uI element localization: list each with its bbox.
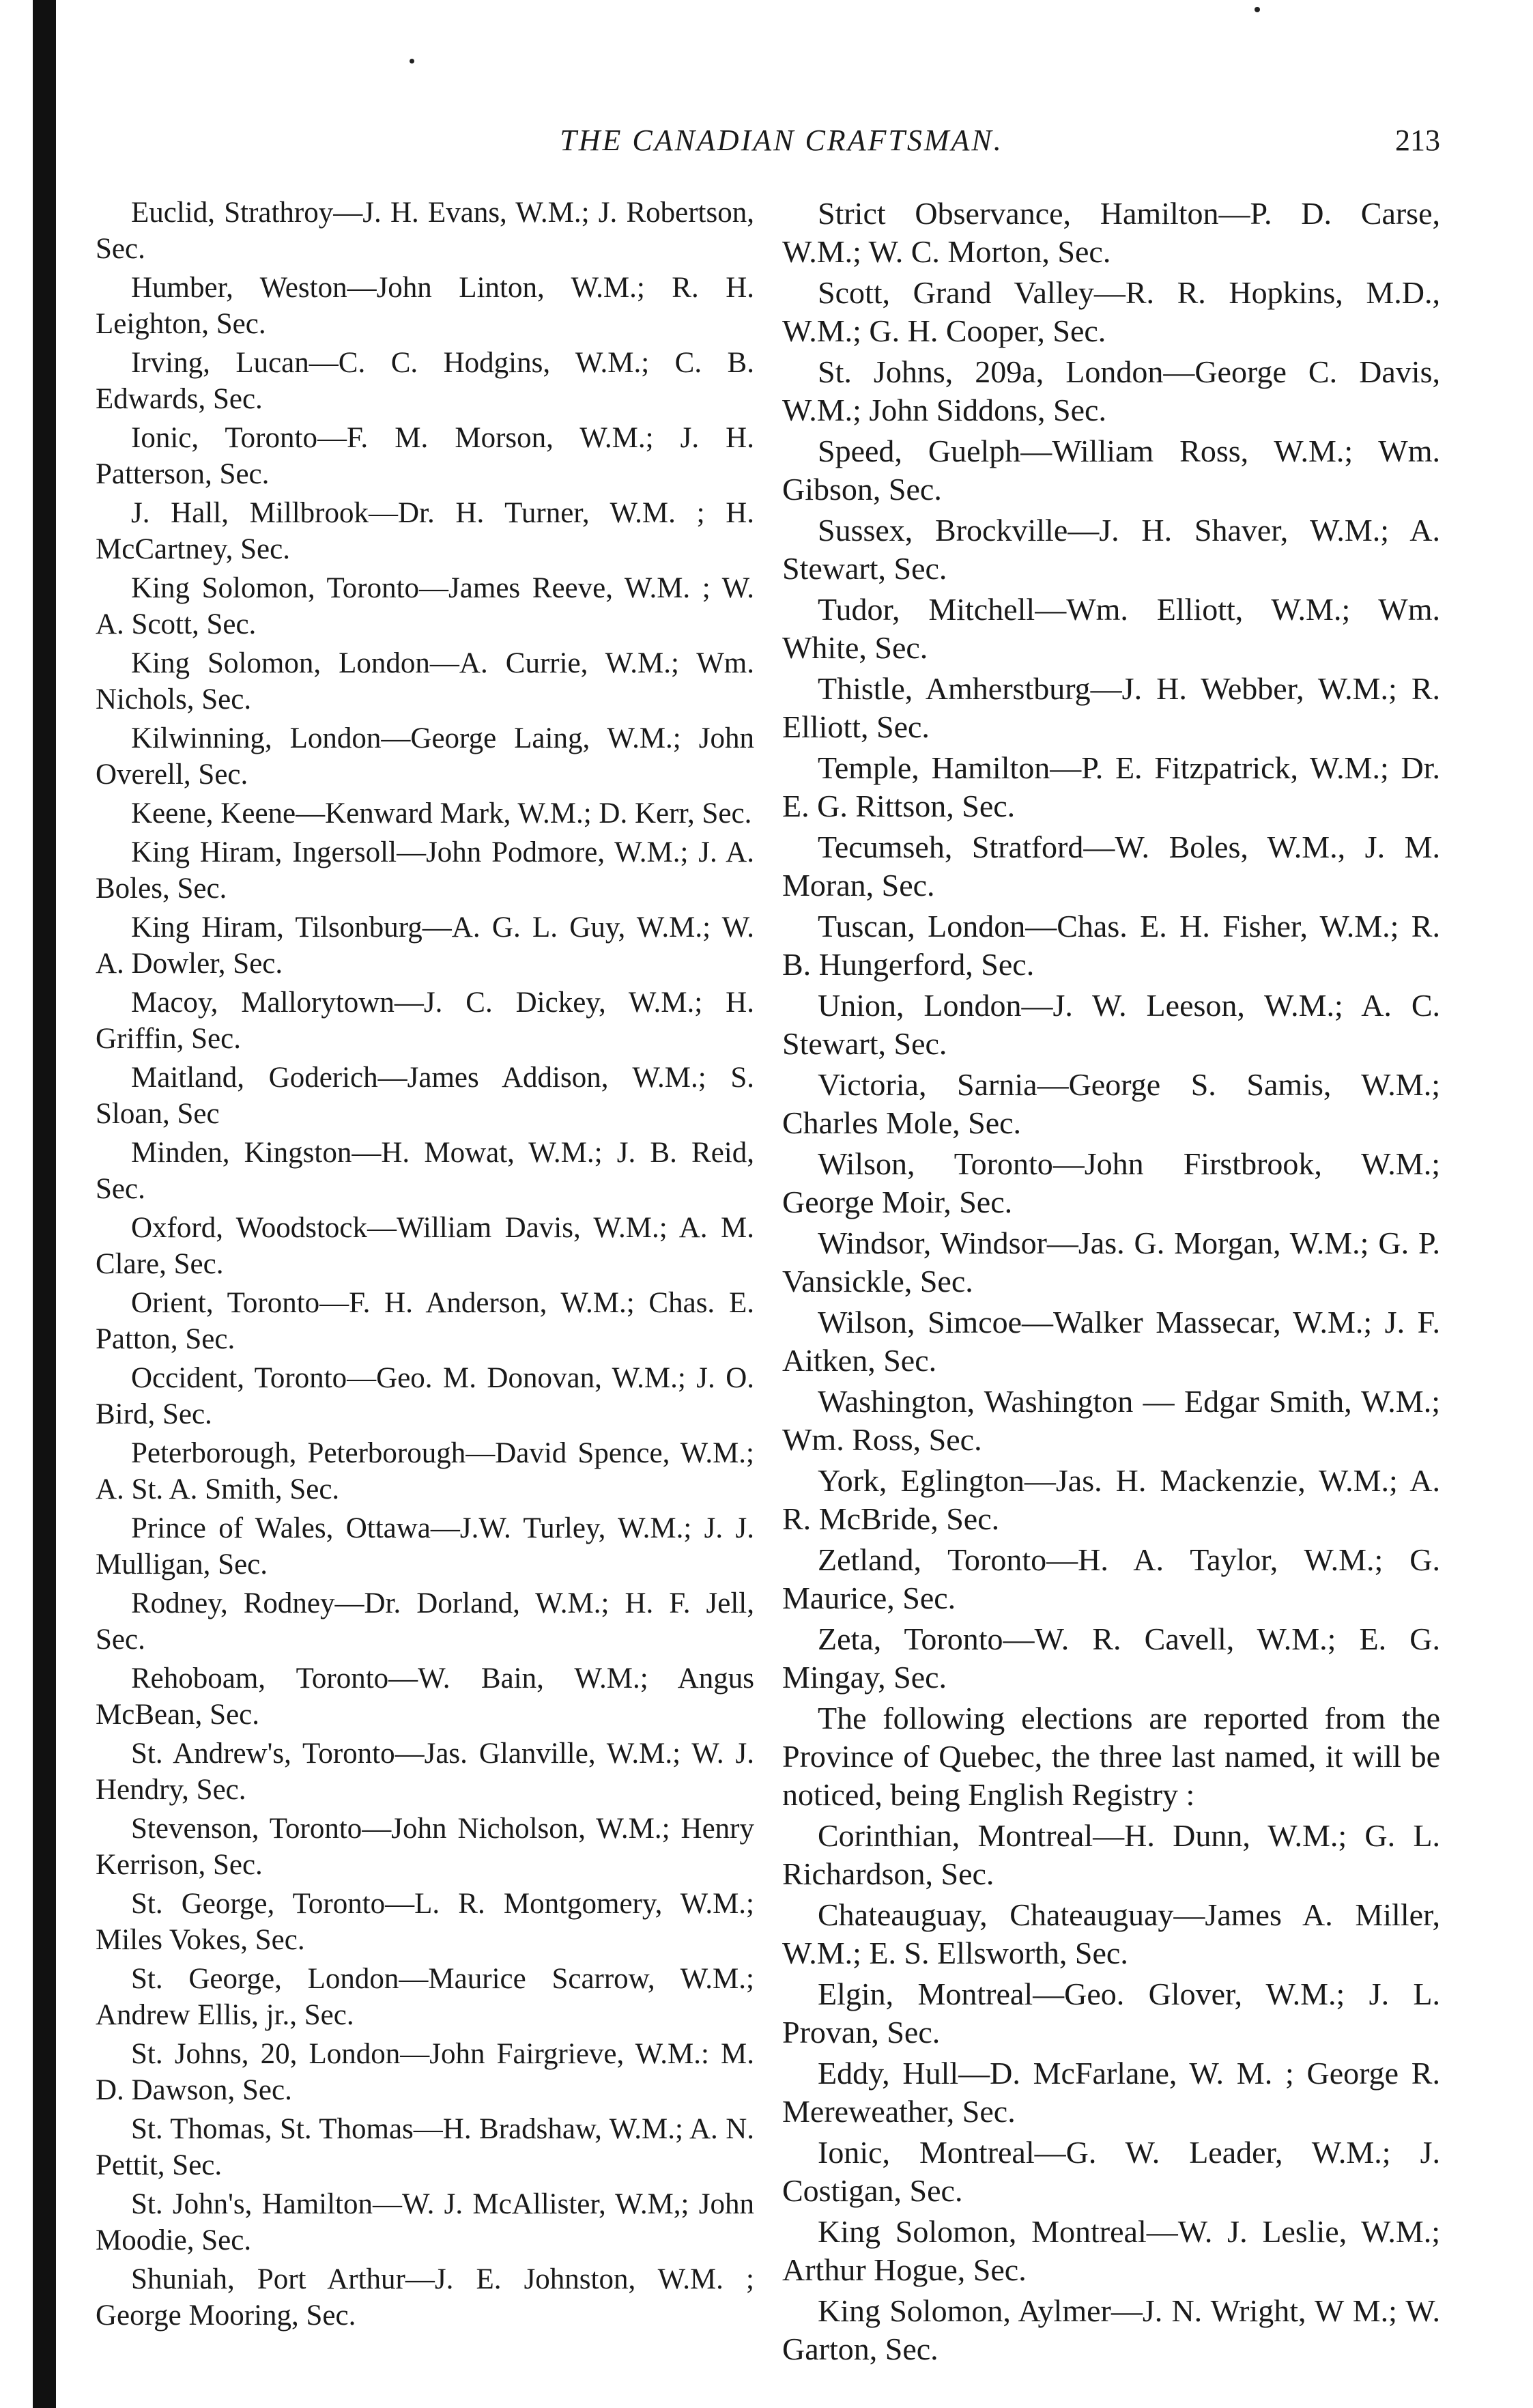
lodge-entry: St. Andrew's, Toronto—Jas. Glanville, W.M.; W. J. Hendry, Sec. — [96, 1738, 754, 1806]
lodge-entry: Occident, Toronto—Geo. M. Donovan, W.M.; J. O. Bird, Sec. — [96, 1362, 754, 1430]
lodge-entry: Prince of Wales, Ottawa—J.W. Turley, W.M.; J. J. Mulligan, Sec. — [96, 1512, 754, 1581]
right-column — [782, 195, 1440, 2371]
lodge-entry: Stevenson, Toronto—John Nicholson, W.M.; Henry Kerrison, Sec. — [96, 1813, 754, 1881]
lodge-entry: Victoria, Sarnia—George S. Samis, W.M.; Charles Mole, Sec. — [782, 1067, 1440, 1140]
lodge-entry: Thistle, Amherstburg—J. H. Webber, W.M.; R. Elliott, Sec. — [782, 671, 1440, 744]
lodge-entry: St. Johns, 20, London—John Fairgrieve, W.M.: M. D. Dawson, Sec. — [96, 2038, 754, 2106]
lodge-entry: Macoy, Mallorytown—J. C. Dickey, W.M.; H. Griffin, Sec. — [96, 987, 754, 1055]
lodge-entry: Irving, Lucan—C. C. Hodgins, W.M.; C. B. Edwards, Sec. — [96, 347, 754, 415]
running-title: THE CANADIAN CRAFTSMAN. — [560, 124, 1003, 157]
lodge-entry: Temple, Hamilton—P. E. Fitzpatrick, W.M.; Dr. E. G. Rittson, Sec. — [782, 750, 1440, 823]
lodge-entry: Euclid, Strathroy—J. H. Evans, W.M.; J. Robertson, Sec. — [96, 197, 754, 265]
lodge-entry: King Solomon, Aylmer—J. N. Wright, W M.; W. Garton, Sec. — [782, 2293, 1440, 2366]
lodge-entry: Windsor, Windsor—Jas. G. Morgan, W.M.; G. P. Vansickle, Sec. — [782, 1226, 1440, 1299]
lodge-entry: Orient, Toronto—F. H. Anderson, W.M.; Chas. E. Patton, Sec. — [96, 1287, 754, 1355]
lodge-entry: Zetland, Toronto—H. A. Taylor, W.M.; G. Maurice, Sec. — [782, 1542, 1440, 1615]
page-header — [123, 123, 1440, 171]
page-number: 213 — [1395, 124, 1440, 157]
lodge-entry: Minden, Kingston—H. Mowat, W.M.; J. B. Reid, Sec. — [96, 1137, 754, 1205]
lodge-entry: Strict Observance, Hamilton—P. D. Carse, W.M.; W. C. Morton, Sec. — [782, 196, 1440, 269]
lodge-entry: Oxford, Woodstock—William Davis, W.M.; A. M. Clare, Sec. — [96, 1212, 754, 1280]
lodge-entry: Kilwinning, London—George Laing, W.M.; John Overell, Sec. — [96, 722, 754, 791]
lodge-entry: Rehoboam, Toronto—W. Bain, W.M.; Angus McBean, Sec. — [96, 1662, 754, 1731]
lodge-entry: Peterborough, Peterborough—David Spence, W.M.; A. St. A. Smith, Sec. — [96, 1437, 754, 1505]
lodge-entry: Rodney, Rodney—Dr. Dorland, W.M.; H. F. Jell, Sec. — [96, 1587, 754, 1656]
lodge-entry: Eddy, Hull—D. McFarlane, W. M. ; George R. Mereweather, Sec. — [782, 2056, 1440, 2129]
left-column — [96, 195, 754, 2336]
lodge-entry: Elgin, Montreal—Geo. Glover, W.M.; J. L. Provan, Sec. — [782, 1977, 1440, 2050]
lodge-entry: York, Eglington—Jas. H. Mackenzie, W.M.; A. R. McBride, Sec. — [782, 1463, 1440, 1536]
lodge-entry: St. John's, Hamilton—W. J. McAllister, W.M,; John Moodie, Sec. — [96, 2188, 754, 2256]
lodge-entry: St. Johns, 209a, London—George C. Davis, W.M.; John Siddons, Sec. — [782, 354, 1440, 427]
lodge-entry: The following elections are reported from the Province of Quebec, the three last named, it will be noticed, being English Registry : — [782, 1701, 1440, 1812]
lodge-entry: Keene, Keene—Kenward Mark, W.M.; D. Kerr, Sec. — [131, 797, 752, 830]
print-speck — [1255, 7, 1260, 12]
lodge-entry: St. Thomas, St. Thomas—H. Bradshaw, W.M.; A. N. Pettit, Sec. — [96, 2113, 754, 2181]
lodge-entry: Sussex, Brockville—J. H. Shaver, W.M.; A. Stewart, Sec. — [782, 513, 1440, 586]
lodge-entry: King Solomon, Toronto—James Reeve, W.M. ; W. A. Scott, Sec. — [96, 572, 754, 640]
lodge-entry: Speed, Guelph—William Ross, W.M.; Wm. Gibson, Sec. — [782, 434, 1440, 507]
lodge-entry: King Hiram, Tilsonburg—A. G. L. Guy, W.M.; W. A. Dowler, Sec. — [96, 911, 754, 980]
print-speck — [410, 59, 414, 63]
lodge-entry: Zeta, Toronto—W. R. Cavell, W.M.; E. G. Mingay, Sec. — [782, 1621, 1440, 1695]
lodge-entry: Scott, Grand Valley—R. R. Hopkins, M.D., W.M.; G. H. Cooper, Sec. — [782, 275, 1440, 348]
lodge-entry: Ionic, Montreal—G. W. Leader, W.M.; J. Costigan, Sec. — [782, 2135, 1440, 2208]
page-binding-edge — [33, 0, 56, 2408]
lodge-entry: Tecumseh, Stratford—W. Boles, W.M., J. M. Moran, Sec. — [782, 830, 1440, 903]
lodge-entry: Washington, Washington — Edgar Smith, W.M.; Wm. Ross, Sec. — [782, 1384, 1440, 1457]
lodge-entry: J. Hall, Millbrook—Dr. H. Turner, W.M. ; H. McCartney, Sec. — [96, 497, 754, 565]
lodge-entry: King Solomon, Montreal—W. J. Leslie, W.M.; Arthur Hogue, Sec. — [782, 2214, 1440, 2287]
lodge-entry: Wilson, Simcoe—Walker Massecar, W.M.; J. F. Aitken, Sec. — [782, 1305, 1440, 1378]
lodge-entry: King Hiram, Ingersoll—John Podmore, W.M.; J. A. Boles, Sec. — [96, 836, 754, 905]
lodge-entry: Shuniah, Port Arthur—J. E. Johnston, W.M. ; George Mooring, Sec. — [96, 2263, 754, 2332]
lodge-entry: Maitland, Goderich—James Addison, W.M.; S. Sloan, Sec — [96, 1062, 754, 1130]
lodge-entry: Tuscan, London—Chas. E. H. Fisher, W.M.; R. B. Hungerford, Sec. — [782, 909, 1440, 982]
lodge-entry: Union, London—J. W. Leeson, W.M.; A. C. Stewart, Sec. — [782, 988, 1440, 1061]
lodge-entry: Tudor, Mitchell—Wm. Elliott, W.M.; Wm. White, Sec. — [782, 592, 1440, 665]
lodge-entry: St. George, Toronto—L. R. Montgomery, W.M.; Miles Vokes, Sec. — [96, 1888, 754, 1956]
lodge-entry: King Solomon, London—A. Currie, W.M.; Wm. Nichols, Sec. — [96, 647, 754, 716]
lodge-entry: Wilson, Toronto—John Firstbrook, W.M.; George Moir, Sec. — [782, 1146, 1440, 1219]
lodge-entry: Humber, Weston—John Linton, W.M.; R. H. Leighton, Sec. — [96, 272, 754, 340]
lodge-entry: Corinthian, Montreal—H. Dunn, W.M.; G. L. Richardson, Sec. — [782, 1818, 1440, 1891]
lodge-entry: Ionic, Toronto—F. M. Morson, W.M.; J. H. Patterson, Sec. — [96, 422, 754, 490]
lodge-entry: St. George, London—Maurice Scarrow, W.M.; Andrew Ellis, jr., Sec. — [96, 1963, 754, 2031]
lodge-entry: Chateauguay, Chateauguay—James A. Miller, W.M.; E. S. Ellsworth, Sec. — [782, 1897, 1440, 1970]
